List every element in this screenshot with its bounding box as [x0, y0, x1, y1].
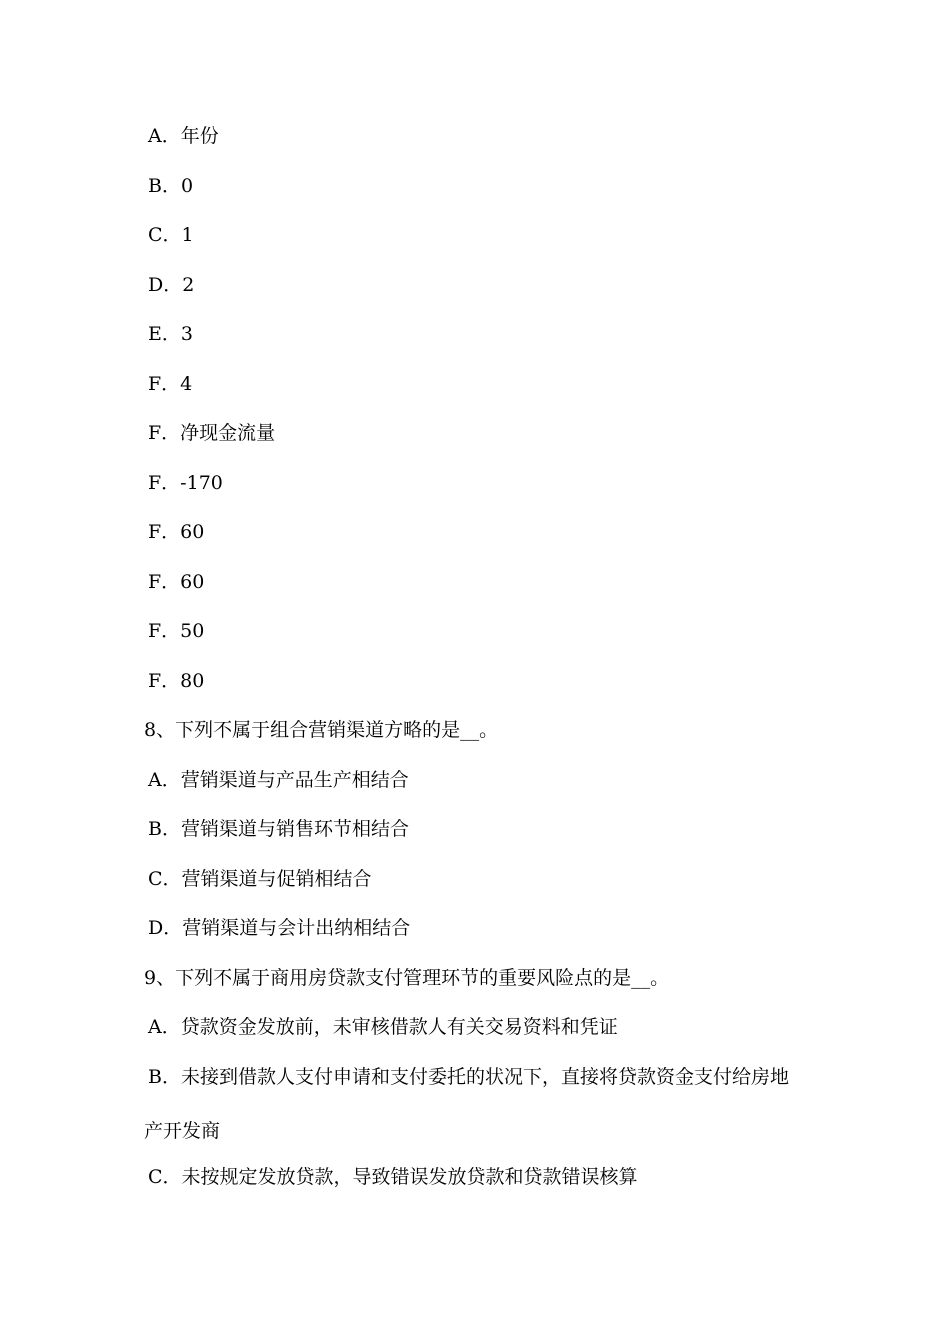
option-c-1: C．1: [148, 224, 194, 246]
question-9: 9、下列不属于商用房贷款支付管理环节的重要风险点的是__。: [144, 967, 670, 989]
q9-option-b: B．未接到借款人支付申请和支付委托的状况下，直接将贷款资金支付给房地: [148, 1066, 789, 1088]
option-f-4: F．4: [148, 373, 193, 395]
option-f-60-first: F．60: [148, 521, 205, 543]
q8-option-a: A．营销渠道与产品生产相结合: [148, 769, 409, 791]
option-f-minus-170: F．-170: [148, 472, 223, 494]
q8-option-d: D．营销渠道与会计出纳相结合: [148, 917, 411, 939]
question-8: 8、下列不属于组合营销渠道方略的是__。: [144, 719, 499, 741]
q8-option-c: C．营销渠道与促销相结合: [148, 868, 372, 890]
option-e-3: E．3: [148, 323, 193, 345]
option-a-year: A．年份: [148, 125, 219, 147]
option-b-0: B．0: [148, 175, 194, 197]
option-f-80: F．80: [148, 670, 205, 692]
q9-option-a: A．贷款资金发放前，未审核借款人有关交易资料和凭证: [148, 1016, 618, 1038]
q8-option-b: B．营销渠道与销售环节相结合: [148, 818, 409, 840]
q9-option-c: C．未按规定发放贷款，导致错误发放贷款和贷款错误核算: [148, 1166, 638, 1188]
option-f-50: F．50: [148, 620, 205, 642]
q9-option-b-continuation: 产开发商: [144, 1120, 221, 1142]
option-f-net-cash-flow: F．净现金流量: [148, 422, 276, 444]
option-f-60-second: F．60: [148, 571, 205, 593]
option-d-2: D．2: [148, 274, 195, 296]
